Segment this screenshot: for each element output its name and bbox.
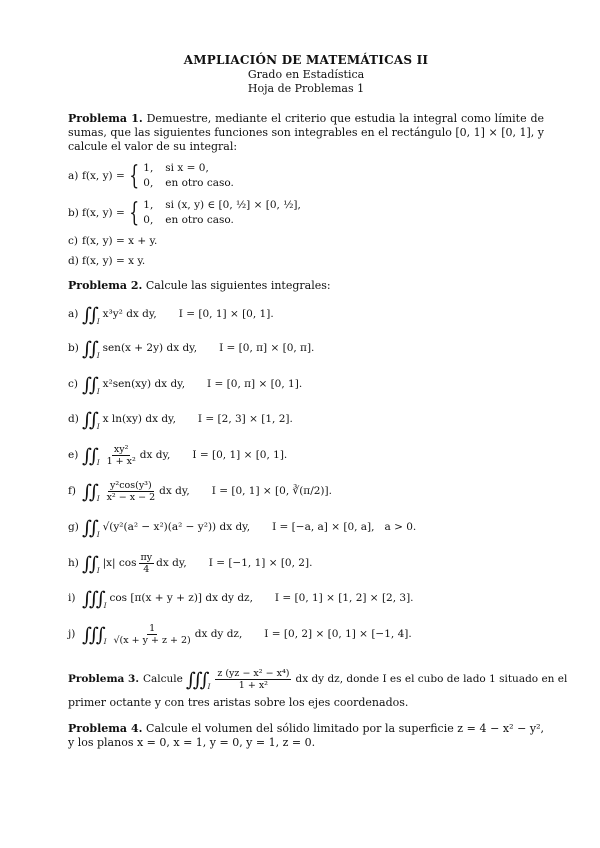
p2-h-expr: dx dy, — [156, 557, 187, 569]
p1-b-case1-value: 1, — [143, 199, 154, 211]
p3-numerator: z (yz − x² − x⁴) — [217, 667, 290, 679]
p1-a-cases — [143, 161, 234, 191]
p2-item-b — [68, 329, 544, 367]
integral-domain: I — [96, 423, 100, 431]
problem-3 — [68, 663, 568, 710]
p1-b-case2-cond: en otro caso. — [165, 214, 234, 226]
p2-d-expr: x ln(xy) dx dy, — [102, 413, 176, 425]
problem-4-text: Calcule el volumen del sólido limitado por la superficie z = 4 − x² − y², y los planos x = 0, x = 1, y = 0, y = 1, z = 0. — [68, 722, 544, 749]
p2-item-g — [68, 509, 544, 545]
p2-a-expr: x³y² dx dy, — [102, 308, 157, 320]
problem-3-line1 — [68, 663, 568, 695]
p1-a-case1-cond: si x = 0, — [165, 162, 209, 174]
problem-4 — [68, 722, 544, 750]
p1-b-case1-cond: si (x, y) ∈ [0, ½] × [0, ½], — [165, 199, 301, 211]
p1-a-label: a) — [68, 170, 79, 182]
p1-b-lhs: f(x, y) = — [82, 207, 125, 219]
integral-domain: I — [96, 352, 100, 360]
brace-glyph: { — [129, 161, 139, 191]
brace-glyph: { — [129, 198, 139, 228]
integral-domain: I — [103, 602, 107, 610]
p2-b-domain: I = [0, π] × [0, π]. — [219, 342, 315, 354]
p1-b-cases — [143, 198, 301, 228]
problem-3-pre: Calcule — [142, 673, 183, 685]
p1-c-expr: f(x, y) = x + y. — [82, 235, 158, 247]
p2-item-e — [68, 437, 544, 473]
p2-j-label: j) — [68, 628, 76, 640]
integral-sign: ∫∫ — [82, 408, 96, 431]
p1-b-case2-value: 0, — [143, 214, 154, 226]
p1-b-label: b) — [68, 207, 79, 219]
p2-item-i — [68, 581, 544, 615]
integral-domain: I — [96, 388, 100, 396]
p2-a-domain: I = [0, 1] × [0, 1]. — [178, 308, 274, 320]
p2-e-label: e) — [68, 449, 79, 461]
p2-j-fraction — [111, 623, 192, 646]
integral-sign: ∫∫∫ — [82, 587, 103, 610]
problem-sheet — [68, 52, 568, 750]
problem-2 — [68, 279, 544, 293]
integral-domain: I — [96, 459, 100, 467]
problem-1-text: Demuestre, mediante el criterio que estudia la integral como límite de sumas, que las siguientes funciones son integrables en el rectángulo [0, 1] × [0, 1], y calcule el valor de su integral: — [68, 112, 545, 153]
problem-3-line2: primer octante y con tres aristas sobre los ejes coordenados. — [68, 696, 409, 709]
p2-g-expr: √(y²(a² − x²)(a² − y²)) dx dy, — [102, 521, 251, 533]
integral-domain: I — [103, 638, 107, 646]
p2-f-label: f) — [68, 485, 76, 497]
p1-a-lhs: f(x, y) = — [82, 170, 125, 182]
p2-a-label: a) — [68, 308, 79, 320]
p1-a-case2-cond: en otro caso. — [165, 177, 234, 189]
p2-b-label: b) — [68, 342, 79, 354]
p2-h-domain: I = [−1, 1] × [0, 2]. — [208, 557, 313, 569]
p2-item-h — [68, 545, 544, 581]
header — [68, 52, 544, 96]
p2-g-domain: I = [−a, a] × [0, a], — [272, 521, 375, 533]
p2-i-label: i) — [68, 592, 76, 604]
integral-sign: ∫∫∫ — [82, 623, 103, 646]
p2-f-expr: dx dy, — [159, 485, 190, 497]
p2-item-a — [68, 299, 544, 329]
p2-h-numerator: πy — [140, 551, 153, 563]
p2-item-f — [68, 473, 544, 509]
integral-domain: I — [96, 567, 100, 575]
p1-item-a — [68, 161, 544, 191]
integral-sign: ∫∫ — [82, 552, 96, 575]
degree-subtitle: Grado en Estadística — [247, 68, 365, 81]
p1-d-label: d) — [68, 255, 79, 267]
p2-h-denominator: 4 — [143, 563, 150, 575]
integral-sign: ∫∫ — [82, 480, 96, 503]
p1-d-expr: f(x, y) = x y. — [82, 255, 146, 267]
p2-item-d — [68, 401, 544, 437]
problem-2-label: Problema 2. — [68, 279, 143, 292]
integral-sign: ∫∫ — [82, 303, 96, 326]
p2-h-label: h) — [68, 557, 79, 569]
integral-domain: I — [96, 318, 100, 326]
p2-c-expr: x²sen(xy) dx dy, — [102, 378, 186, 390]
p2-item-j — [68, 615, 544, 653]
integral-sign: ∫∫ — [82, 444, 96, 467]
integral-sign: ∫∫ — [82, 373, 96, 396]
p2-e-expr: dx dy, — [139, 449, 171, 461]
problem-1 — [68, 112, 544, 154]
p2-c-label: c) — [68, 378, 78, 390]
p2-j-expr: dx dy dz, — [194, 628, 243, 640]
p2-h-pre: |x| cos — [102, 557, 137, 569]
p2-g-label: g) — [68, 521, 79, 533]
p2-g-condition: a > 0. — [384, 521, 417, 533]
p2-f-denominator: x² − x − 2 — [106, 491, 156, 503]
p2-i-domain: I = [0, 1] × [1, 2] × [2, 3]. — [274, 592, 414, 604]
integral-domain: I — [96, 495, 100, 503]
integral-domain: I — [207, 683, 211, 691]
p1-item-d — [68, 254, 544, 268]
p2-f-fraction — [105, 480, 158, 503]
p1-item-c — [68, 234, 544, 248]
integral-sign: ∫∫ — [82, 337, 96, 360]
sheet-title: AMPLIACIÓN DE MATEMÁTICAS II — [183, 53, 429, 67]
p2-f-domain: I = [0, 1] × [0, ∛(π/2)]. — [211, 485, 332, 497]
p2-e-domain: I = [0, 1] × [0, 1]. — [192, 449, 288, 461]
p2-f-numerator: y²cos(y³) — [110, 479, 152, 491]
p2-i-expr: cos [π(x + y + z)] dx dy dz, — [109, 592, 253, 604]
p2-e-fraction — [105, 444, 138, 467]
p1-item-b — [68, 198, 544, 228]
p2-j-numerator: 1 — [149, 622, 156, 634]
p2-d-label: d) — [68, 413, 79, 425]
p2-b-expr: sen(x + 2y) dx dy, — [102, 342, 198, 354]
integral-sign: ∫∫ — [82, 516, 96, 539]
p2-e-numerator: xy² — [113, 443, 129, 455]
p3-denominator: 1 + x² — [238, 679, 268, 691]
problem-1-label: Problema 1. — [68, 112, 143, 125]
p1-a-case1-value: 1, — [143, 162, 154, 174]
p2-j-denominator: √(x + y + z + 2) — [113, 634, 191, 646]
p2-j-domain: I = [0, 2] × [0, 1] × [−1, 4]. — [264, 628, 412, 640]
p2-item-c — [68, 367, 544, 401]
p2-c-domain: I = [0, π] × [0, 1]. — [207, 378, 303, 390]
sheet-subtitle: Hoja de Problemas 1 — [247, 82, 365, 95]
p2-e-denominator: 1 + x² — [106, 455, 136, 467]
integral-domain: I — [96, 531, 100, 539]
problem-3-mid: dx dy dz, donde I es el cubo de lado 1 situado en el — [295, 673, 568, 685]
p2-d-domain: I = [2, 3] × [1, 2]. — [197, 413, 293, 425]
problem-3-label: Problema 3. — [68, 673, 139, 685]
problem-4-label: Problema 4. — [68, 722, 143, 735]
problem-2-text: Calcule las siguientes integrales: — [145, 279, 331, 292]
p3-fraction — [215, 668, 291, 691]
p1-c-label: c) — [68, 235, 78, 247]
p2-h-fraction — [139, 552, 155, 575]
integral-sign: ∫∫∫ — [185, 668, 207, 691]
p1-a-case2-value: 0, — [143, 177, 154, 189]
